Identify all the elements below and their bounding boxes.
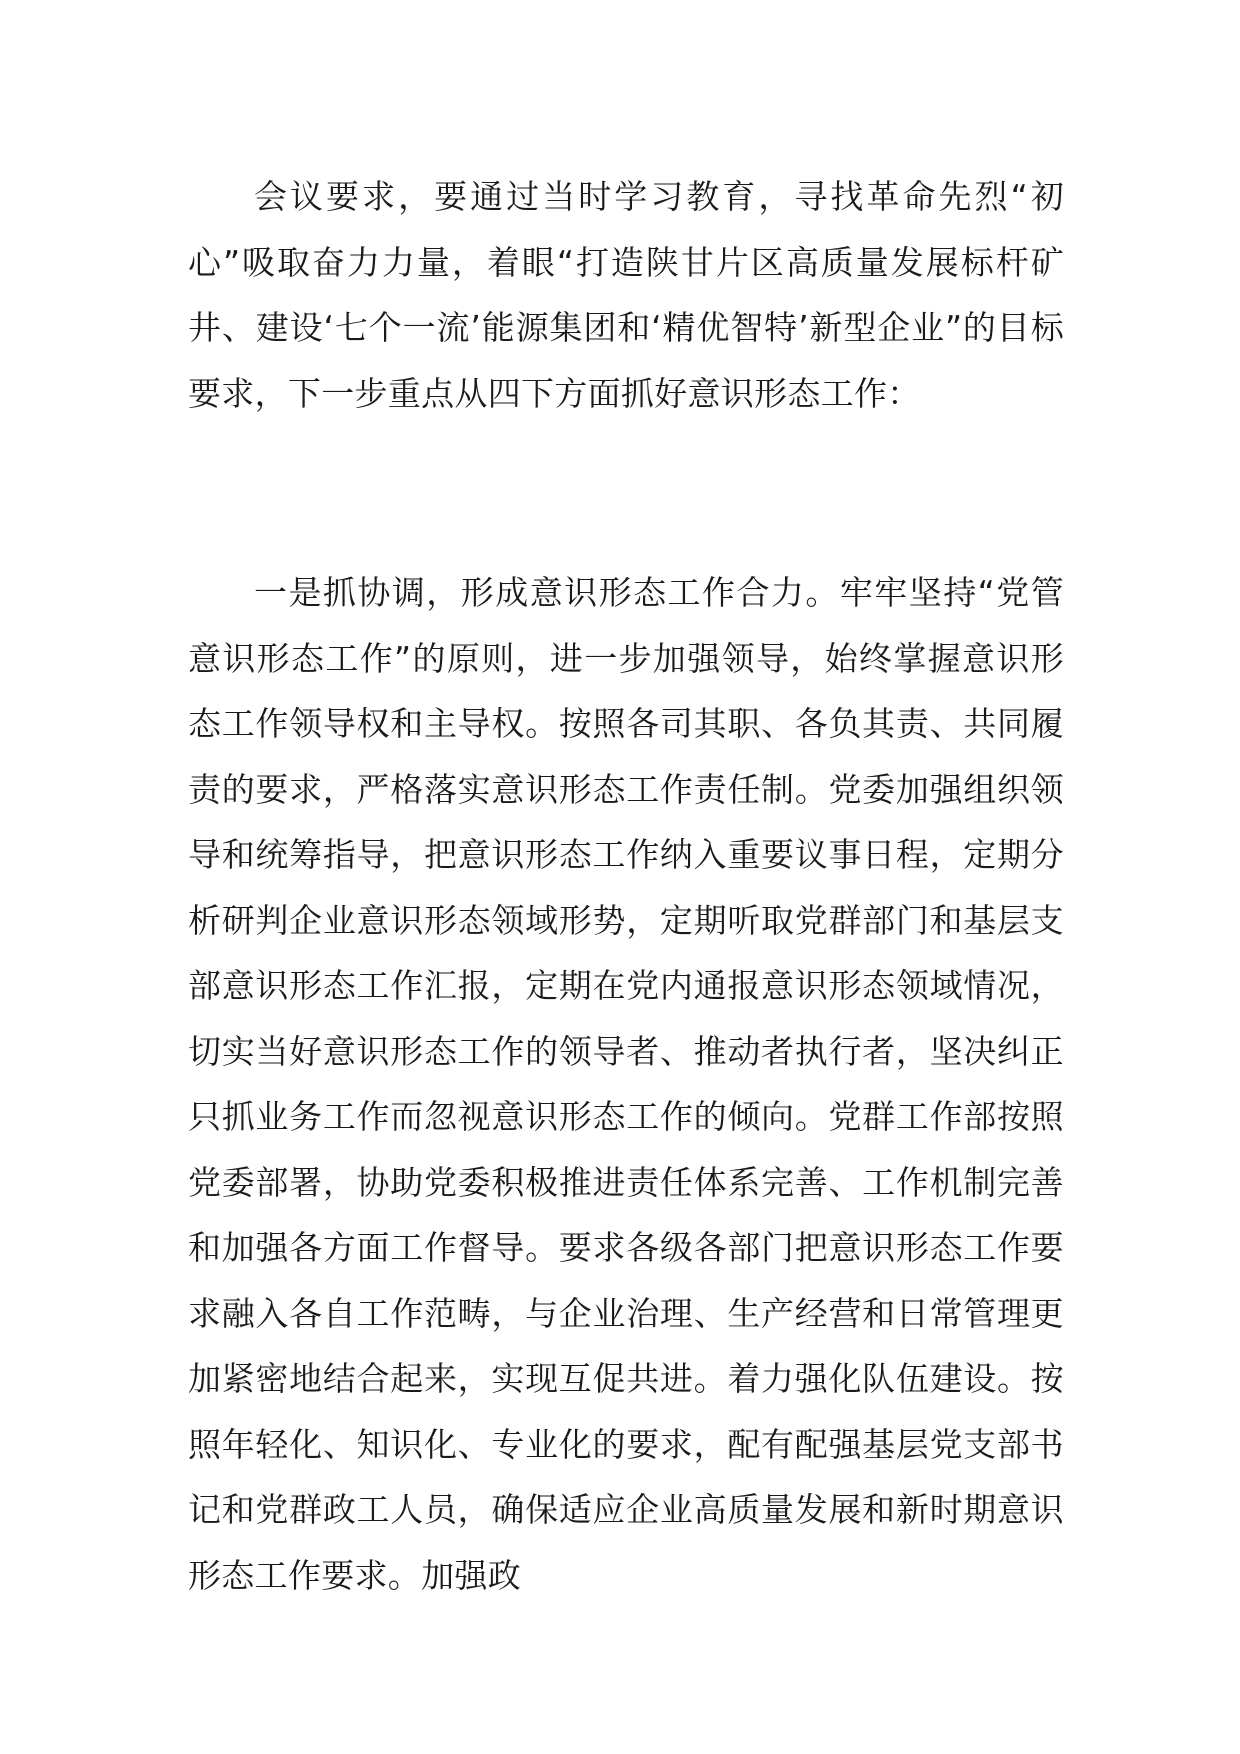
paragraph-coordination: 一是抓协调，形成意识形态工作合力。牢牢坚持“党管意识形态工作”的原则，进一步加强领导，始终掌握意识形态工作领导权和主导权。按照各司其职、各负其责、共同履责的要求，严格落实意识形态工作责任制。党委加强组织领导和统筹指导，把意识形态工作纳入重要议事日程，定期分析研判企业意识形态领域形势，定期听取党群部门和基层支部意识形态工作汇报，定期在党内通报意识形态领域情况，切实当好意识形态工作的领导者、推动者执行者，坚决纠正只抓业务工作而忽视意识形态工作的倾向。党群工作部按照党委部署，协助党委积极推进责任体系完善、工作机制完善和加强各方面工作督导。要求各级各部门把意识形态工作要求融入各自工作范畴，与企业治理、生产经营和日常管理更加紧密地结合起来，实现互促共进。着力强化队伍建设。按照年轻化、知识化、专业化的要求，配有配强基层党支部书记和党群政工人员，确保适应企业高质量发展和新时期意识形态工作要求。加强政: [188, 573, 1064, 1595]
paragraph-meeting-requirements: 会议要求，要通过当时学习教育，寻找革命先烈“初心”吸取奋力力量，着眼“打造陕甘片区高质量发展标杆矿井、建设‘七个一流’能源集团和‘精优智特’新型企业”的目标要求，下一步重点从四下方面抓好意识形态工作：: [188, 177, 1064, 413]
